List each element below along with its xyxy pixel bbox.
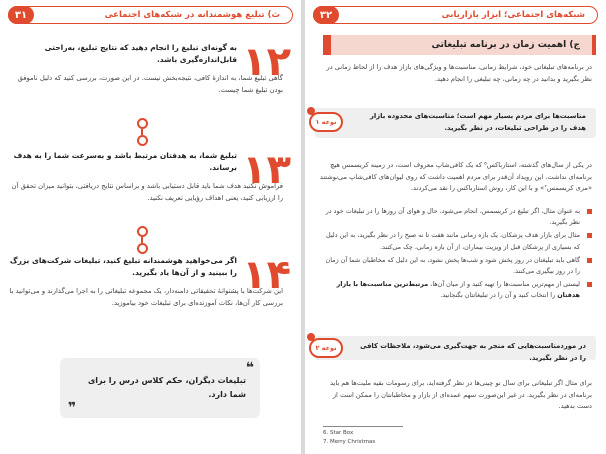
tip-body: فراموش نکنید هدف شما باید قابل دستیابی باشد و براساس نتایج دریافتی، بتوانید میزان تحقق آن را ارزیابی کنید، یعنی اهداف رؤیایی تعریف نکنید. xyxy=(11,181,283,202)
left-page xyxy=(0,0,301,454)
connector-dots xyxy=(135,118,149,146)
right-page-header xyxy=(313,6,598,24)
note-text: در موردمناسبت‌هایی که منجر به جهت‌گیری می‌شود، ملاحظات کافی را در نظر بگیرید. xyxy=(360,342,586,362)
tip-13 xyxy=(8,147,293,240)
quote-close-icon: ❞ xyxy=(68,400,77,416)
left-header-title: ث) تبلیغ هوشمندانه در شبکه‌های اجتماعی xyxy=(104,10,280,20)
section-title-bar xyxy=(323,35,596,55)
left-page-header xyxy=(8,6,293,24)
intro-paragraph: در برنامه‌های تبلیغاتی خود، شرایط زمانی، مناسبت‌ها و ویژگی‌های بازار هدف را از لحاظ زمانی در نظر بگیرید و بدانید در چه زمانی، چه تبلیغی را انجام دهید. xyxy=(326,63,592,83)
right-page xyxy=(305,0,606,454)
left-page-number: ۳۱ xyxy=(8,6,34,24)
tip-heading: تبلیغ شما، به هدفتان مرتبط باشد و به‌سرعت شما را به هدف برساند. xyxy=(13,151,237,173)
footnote-divider xyxy=(323,426,403,427)
tip-14 xyxy=(8,252,293,355)
list-item: به عنوان مثال، اگر تبلیغ در کریسمس، انجام می‌شود، حال و هوای آن روزها را در تبلیغات خود در نظر بگیرید. xyxy=(320,206,592,228)
note-badge-1 xyxy=(309,112,343,132)
connector-dots xyxy=(135,226,149,254)
list-item: مثال برای بازار هدف پزشکان، یک بازه زمانی مانند هفت تا نه صبح را در نظر بگیرید، به این دلیل که بسیاری از پزشکان قبل از ویزیت بیماران، از آن بازه زمانی، چک می‌کنند. xyxy=(320,230,592,252)
tip-number: ۱۴ xyxy=(242,252,291,298)
right-page-number: ۳۲ xyxy=(313,6,339,24)
right-header-title: شبکه‌های اجتماعی؛ ابزار بازاریابی xyxy=(441,10,585,20)
note-badge-2 xyxy=(309,338,343,358)
tip-body: گاهی تبلیغ شما، به اندازهٔ کافی، نتیجه‌بخش نیست. در این صورت، بررسی کنید که دلیل ناموفق بودن تبلیغ شما چیست. xyxy=(17,73,283,94)
section-marker-icon xyxy=(323,35,331,55)
footnote: 6. Star Box xyxy=(323,430,354,436)
example-paragraph: در یکی از سال‌های گذشته، استارباکس⁶ که یک کافی‌شاپ معروف است، در زمینه کریسمس هیچ برنامه‌ای نداشت. این رویداد آن‌قدر برای مردم اهمیت داشت که روی لیوان‌های کافی‌شاپ می‌نوشتند «مری کریسمس⁷» و با این کار، روش استارباکس را نقد می‌کردند. xyxy=(319,161,592,193)
tip-heading: اگر می‌خواهید هوشمندانه تبلیغ کنید، تبلیغات شرکت‌های بزرگ را ببینید و از آن‌ها یاد بگیرید. xyxy=(9,256,237,278)
bullet-list xyxy=(320,206,592,304)
list-item: لیستی از مهم‌ترین مناسبت‌ها را تهیه کنید و از میان آن‌ها، مرتبط‌ترین مناسبت‌ها با بازار هدفتان را انتخاب کنید و آن را در تبلیغاتتان بگنجانید. xyxy=(320,279,592,301)
note-label: نوعه ۲ xyxy=(315,344,337,352)
closing-paragraph: برای مثال اگر تبلیغاتی برای سال نو چینی‌ها در نظر گرفته‌اید، برای رسومات بقیه ملیت‌ها هم باید برنامه‌ای در نظر بگیرید. در غیر این‌صورت سهم عمده‌ای از بازار و مخاطبانتان را ممکن است از دست بدهید. xyxy=(330,379,592,411)
note-text: مناسبت‌ها برای مردم بسیار مهم است؛ مناسبت‌های محدوده بازار هدف را در طراحی تبلیغات، در نظر بگیرید. xyxy=(370,112,586,132)
tip-number: ۱۲ xyxy=(242,39,291,85)
quote-text: تبلیغات دیگران، حکم کلاس درس را برای شما دارد. xyxy=(87,376,246,399)
quote-box xyxy=(60,358,260,418)
tip-number: ۱۳ xyxy=(242,147,291,193)
tip-heading: به گونه‌ای تبلیغ را انجام دهید که نتایج تبلیغ، به‌راحتی قابل‌اندازه‌گیری باشد. xyxy=(44,43,237,65)
note-label: نوعه ۱ xyxy=(315,118,337,126)
footnotes xyxy=(323,429,375,447)
note-box-1 xyxy=(315,108,596,138)
footnote: 7. Merry Christmas xyxy=(323,438,376,445)
note-box-2 xyxy=(315,336,596,360)
section-title: ج) اهمیت زمان در برنامه تبلیغاتی xyxy=(431,40,580,50)
tip-body: این شرکت‌ها با پشتوانهٔ تحقیقاتی دامنه‌دار، یک مجموعه تبلیغاتی را به اجرا می‌گذارند و می‌توانید با بررسی کار آن‌ها، نکات آموزنده‌ای برای تبلیغات خود بیاموزید. xyxy=(9,286,283,307)
tip-12 xyxy=(8,39,293,122)
quote-open-icon: ❝ xyxy=(245,360,254,376)
list-item: گاهی باید تبلیغتان در روز پخش شود و شب‌ها پخش نشود، به این دلیل که مخاطبان شما آن زمان را در روز بیگیری می‌کنند. xyxy=(320,255,592,277)
